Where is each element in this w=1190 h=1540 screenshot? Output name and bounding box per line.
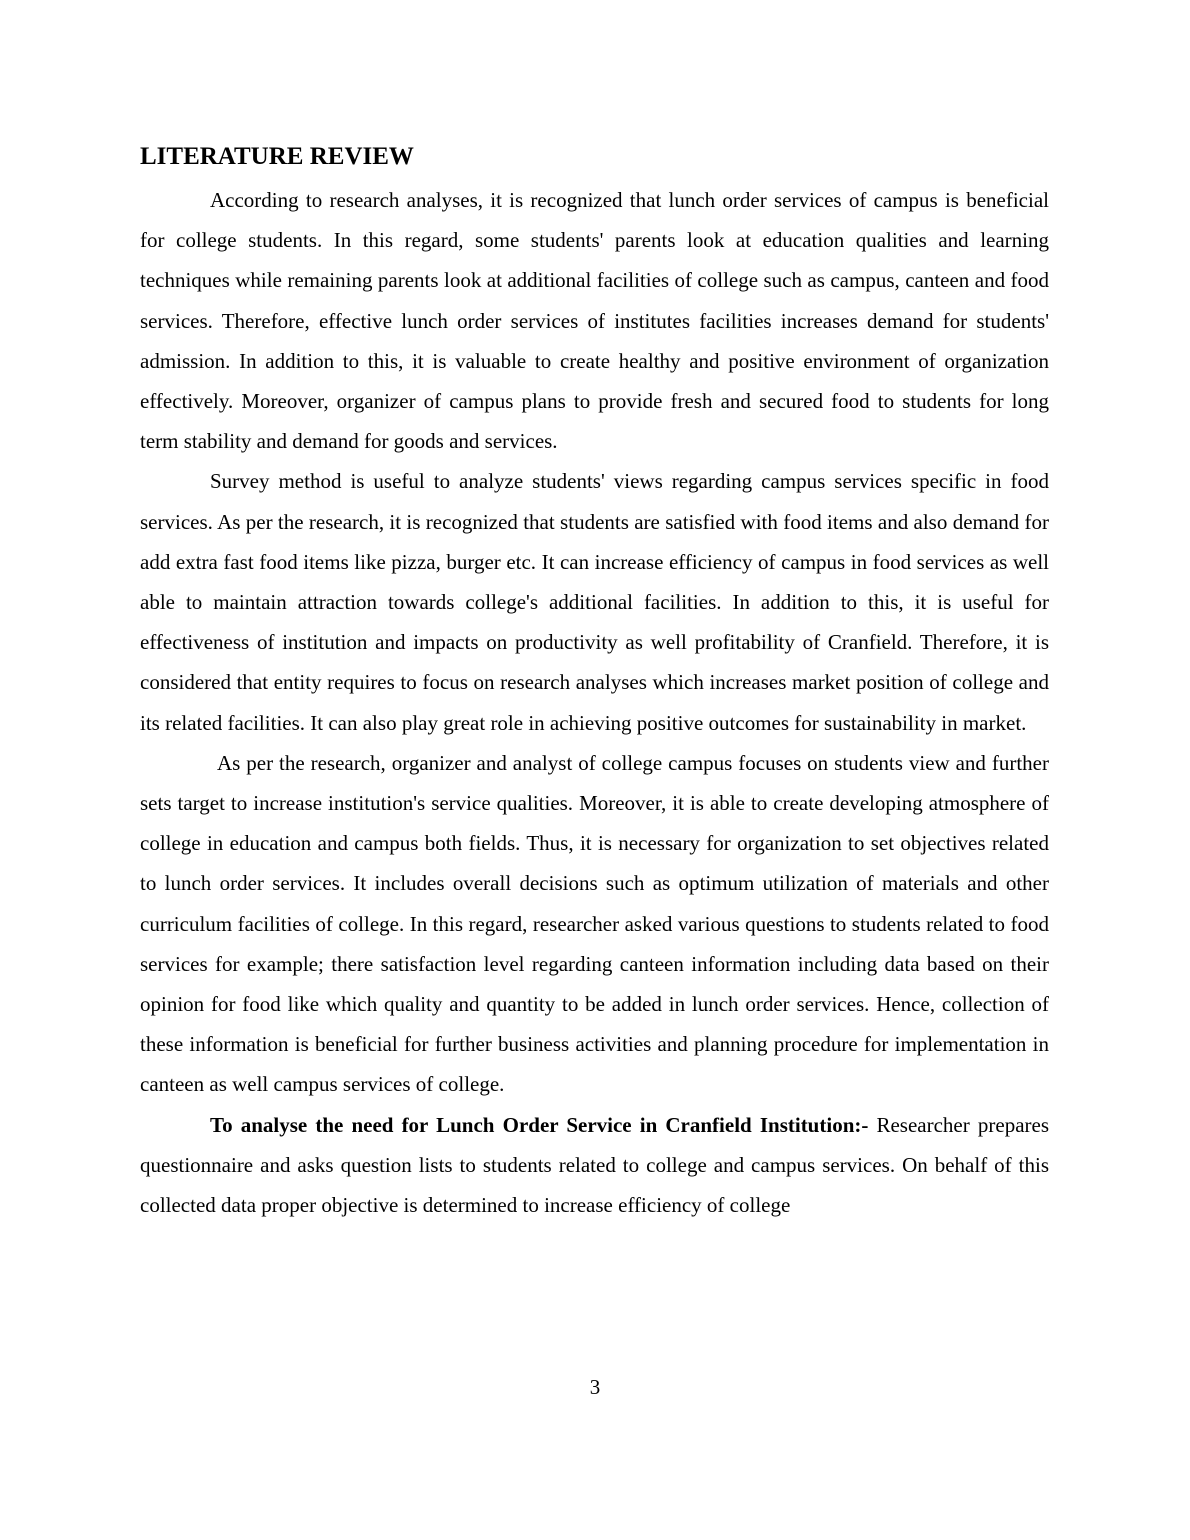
paragraph-2: Survey method is useful to analyze students' views regarding campus services specific in food services. As per the research, it is recognized that students are satisfied with food items and also demand for add extra fast food items like pizza, burger etc. It can increase efficiency of campus in food services as well able to maintain attraction towards college's additional facilities. In addition to this, it is useful for effectiveness of institution and impacts on productivity as well profitability of Cranfield. Therefore, it is considered that entity requires to focus on research analyses which increases market position of college and its related facilities. It can also play great role in achieving positive outcomes for sustainability in market. <box>140 469 1049 735</box>
paragraph-4-bold-lead: To analyse the need for Lunch Order Service in Cranfield Institution:- <box>210 1112 869 1137</box>
page-number: 3 <box>589 1375 601 1399</box>
paragraph-3: As per the research, organizer and analyst of college campus focuses on students view and further sets target to increase institution's service qualities. Moreover, it is able to create developing atmosphere of college in education and campus both fields. Thus, it is necessary for organization to set objectives related to lunch order services. It includes overall decisions such as optimum utilization of materials and other curriculum facilities of college. In this regard, researcher asked various questions to students related to food services for example; there satisfaction level regarding canteen information including data based on their opinion for food like which quality and quantity to be added in lunch order services. Hence, collection of these information is beneficial for further business activities and planning procedure for implementation in canteen as well campus services of college. <box>140 750 1049 1097</box>
section-heading: LITERATURE REVIEW <box>140 143 414 170</box>
page-content <box>140 140 1049 1225</box>
paragraph-4-text: Researcher prepares questionnaire and asks question lists to students related to college and campus services. On behalf of this collected data proper objective is determined to increase efficiency of college <box>140 1112 1049 1218</box>
paragraph-1: According to research analyses, it is recognized that lunch order services of campus is beneficial for college students. In this regard, some students' parents look at education qualities and learning techniques while remaining parents look at additional facilities of college such as campus, canteen and food services. Therefore, effective lunch order services of institutes facilities increases demand for students' admission. In addition to this, it is valuable to create healthy and positive environment of organization effectively. Moreover, organizer of campus plans to provide fresh and secured food to students for long term stability and demand for goods and services. <box>140 188 1049 454</box>
paragraph-4 <box>140 1105 1049 1226</box>
